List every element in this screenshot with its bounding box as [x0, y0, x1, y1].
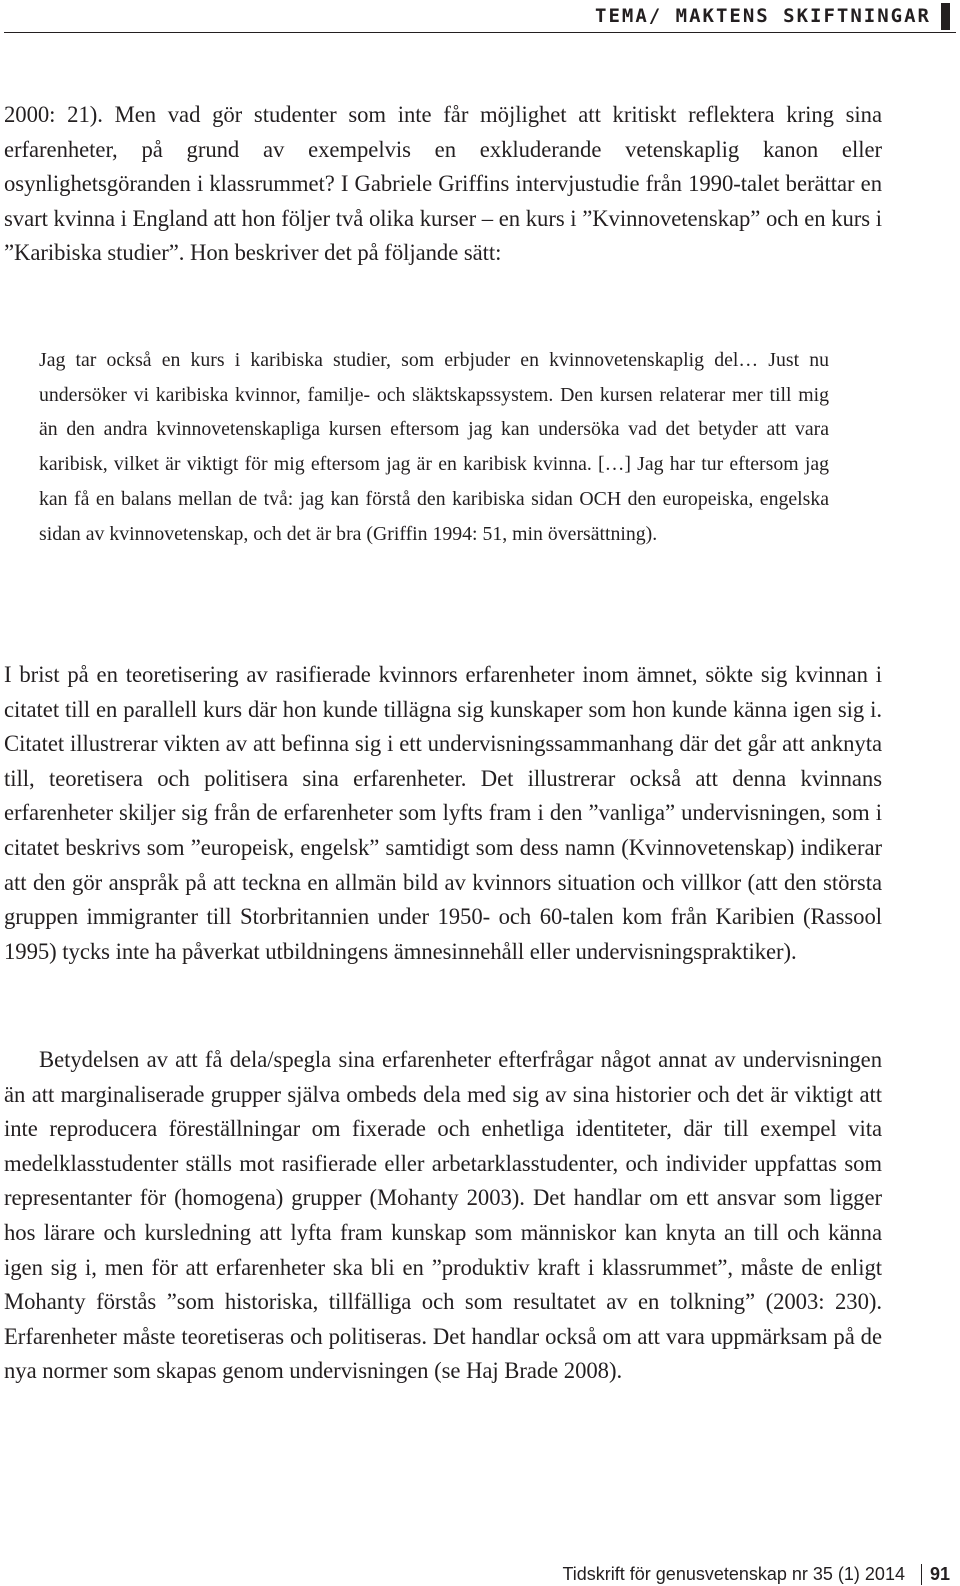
- running-head-title: TEMA/ MAKTENS SKIFTNINGAR: [595, 5, 931, 27]
- block-quote: Jag tar också en kurs i karibiska studier, som erbjuder en kvinnovetenskaplig del… Just nu undersöker vi karibiska kvinnor, familje- och släktskapssystem. Den kursen relaterar mer till mig än den andra kvinnovetenskapliga kursen eftersom jag kan undersöka vad det betyder att vara karibisk, vilket är viktigt för mig eftersom jag är en karibisk kvinna. […] Jag har tur eftersom jag kan få en balans mellan de två: jag kan förstå den karibiska sidan OCH den europeiska, engelska sidan av kvinnovetenskap, och det är bra (Griffin 1994: 51, min översättning).: [39, 349, 829, 545]
- page-number: 91: [921, 1564, 950, 1585]
- running-head: [595, 0, 950, 32]
- page-footer: [562, 1562, 950, 1586]
- paragraph-intro: 2000: 21). Men vad gör studenter som inte får möjlighet att kritiskt reflektera kring sina erfarenheter, på grund av exempelvis en exkluderande vetenskaplig kanon eller osynlighetsgöranden i klassrummet? I Gabriele Griffins intervjustudie från 1990-talet berättar en svart kvinna i England att hon följer två olika kurser – en kurs i ”Kvinnovetenskap” och en kurs i ”Karibiska studier”. Hon beskriver det på följande sätt:: [4, 102, 882, 266]
- paragraph-analysis: I brist på en teoretisering av rasifierade kvinnors erfarenheter inom ämnet, sökte sig kvinnan i citatet till en parallell kurs där hon kunde tillägna sig kunskaper som hon kunde känna igen sig i. Citatet illustrerar vikten av att befinna sig i ett undervisningssammanhang där det går att anknyta till, teoretisera och politisera sina erfarenheter. Det illustrerar också att denna kvinnans erfarenheter skiljer sig från de erfarenheter som lyfts fram i den ”vanliga” undervisningen, som i citatet beskrivs som ”europeisk, engelsk” samtidigt som dess namn (Kvinnovetenskap) indikerar att den gör anspråk på att teckna en allmän bild av kvinnors situation och villkor (att den största gruppen immigranter till Storbritannien under 1950- och 60-talen kom från Karibien (Rassool 1995) tycks inte ha påverkat utbildningens ämnesinnehåll eller undervisningspraktiker).: [4, 662, 882, 964]
- header-rule: [4, 32, 956, 33]
- paragraph-conclusion: Betydelsen av att få dela/spegla sina erfarenheter efterfrågar något annat av undervisningen än att marginaliserade grupper själva ombeds dela med sig av sina historier och det är viktigt att inte reproducera föreställningar om fixerade och enhetliga identiteter, där till exempel vita medelklasstudenter ställs mot rasifierade eller arbetarklasstudenter, och individer uppfattas som representanter för (homogena) grupper (Mohanty 2003). Det handlar om ett ansvar som ligger hos lärare och kursledning att lyfta fram kunskap som människor kan knyta an till och känna igen sig i, men för att erfarenheter ska bli en ”produktiv kraft i klassrummet”, måste de enligt Mohanty förstås ”som historiska, tillfälliga och som resultatet av en tolkning” (2003: 230). Erfarenheter måste teoretiseras och politiseras. Det handlar också om att vara uppmärksam på de nya normer som skapas genom undervisningen (se Haj Brade 2008).: [4, 1047, 882, 1384]
- running-head-marker: [941, 3, 950, 30]
- journal-citation: Tidskrift för genusvetenskap nr 35 (1) 2014: [562, 1563, 905, 1584]
